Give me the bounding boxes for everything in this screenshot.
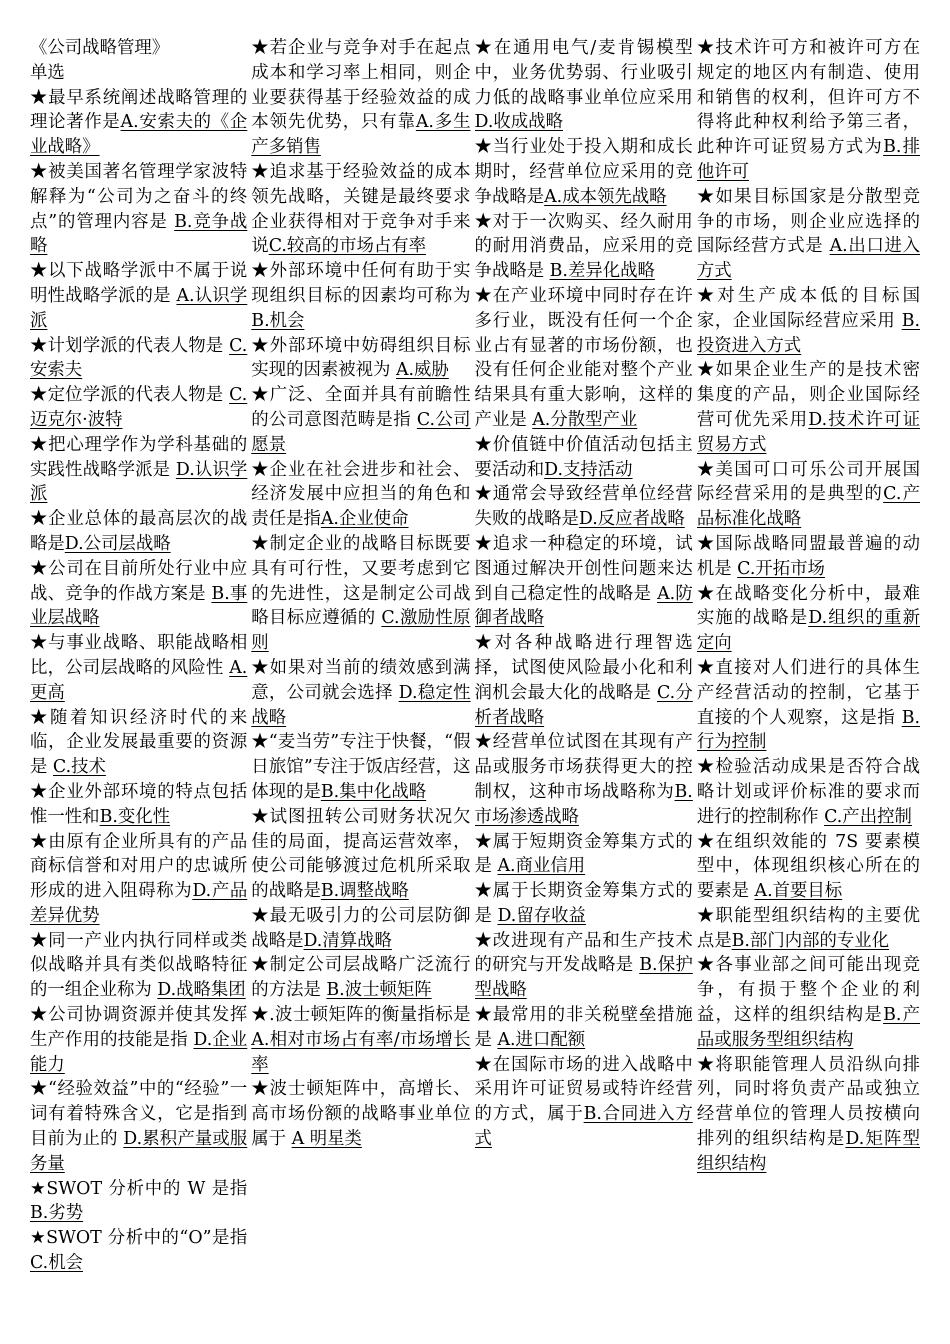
question-item <box>251 36 470 160</box>
question-item <box>30 334 247 384</box>
question-text: ★追求一种稳定的环境，试图通过解决开创性问题来达到自己稳定性的战略是 <box>474 533 693 604</box>
question-item <box>251 1077 470 1151</box>
question-item <box>30 383 247 433</box>
question-text: ★公司协调资源并使其发挥生产作用的技能是指 <box>30 1005 248 1050</box>
question-text: ★企业外部环境的特点包括惟一性和 <box>30 781 248 827</box>
question-text: ★制定企业的战略目标既要具有可行性，又要考虑到它的先进性，这是制定公司战略目标应遵循的 <box>251 533 471 629</box>
answer-text: C.机会 <box>30 1253 83 1274</box>
answer-text: B.行为控制 <box>696 707 920 753</box>
question-text: ★将职能管理人员沿纵向排列，同时将负责产品或独立经营单位的管理人员按横向排列的组织结构是 <box>696 1054 920 1150</box>
question-item <box>475 879 693 929</box>
answer-text: B.差异化战略 <box>549 261 655 282</box>
answer-text: D.清算战略 <box>303 930 392 951</box>
question-item <box>697 582 920 656</box>
question-text: ★定位学派的代表人物是 <box>30 385 230 406</box>
question-item <box>475 433 693 483</box>
question-text: ★通常会导致经营单位经营失败的战略是 <box>474 484 693 530</box>
answer-text: B.事业层战略 <box>30 583 248 629</box>
question-text: ★试图扭转公司财务状况欠佳的局面，提高运营效率，使公司能够渡过危机所采取的战略是 <box>251 806 471 902</box>
question-text: ★计划学派的代表人物是 <box>30 335 230 356</box>
question-text: ★如果目标国家是分散型竞争的市场，则企业应选择的国际经营方式是 <box>696 186 920 257</box>
answer-text: C.产出控制 <box>824 806 912 827</box>
question-text: ★随着知识经济时代的来临，企业发展最重要的资源是 <box>30 707 248 778</box>
question-text: ★属于长期资金筹集方式的是 <box>474 881 693 926</box>
question-item <box>475 830 693 880</box>
answer-text: A.多生产多销售 <box>251 112 471 158</box>
answer-text: A.进口配额 <box>497 1029 586 1050</box>
question-item <box>697 36 920 185</box>
answer-text: D.反应者战略 <box>578 509 685 530</box>
question-text: ★对生产成本低的目标国家，企业国际经营应采用 <box>696 285 920 331</box>
answer-text: B.保护型战略 <box>474 955 693 1001</box>
answer-text: D.稳定性战略 <box>251 682 471 728</box>
answer-text: B.竞争战略 <box>30 211 248 257</box>
question-text: ★检验活动成果是否符合战略计划或评价标准的要求而进行的控制称作 <box>696 757 920 827</box>
answer-text: A.企业使命 <box>320 509 409 530</box>
question-item <box>475 1053 693 1152</box>
answer-text: A.更高 <box>30 657 248 703</box>
question-item <box>475 532 693 631</box>
answer-text: C.分析者战略 <box>474 682 693 728</box>
answer-text: A.分散型产业 <box>532 409 638 430</box>
answer-text: D.组织的重新定向 <box>696 608 920 654</box>
question-item <box>30 507 247 557</box>
question-item <box>697 953 920 1052</box>
question-text: ★若企业与竞争对手在起点成本和学习率上相同，则企业要获得基于经验效益的成本领先优势，只有靠 <box>251 38 471 133</box>
question-item <box>251 334 470 384</box>
answer-text: A.首要目标 <box>754 881 843 902</box>
question-text: ★对各种战略进行理智选择，试图使风险最小化和利润机会最大化的战略是 <box>474 633 693 703</box>
question-item <box>251 953 470 1003</box>
answer-text: C.开拓市场 <box>737 558 825 579</box>
answer-text: A.成本领先战略 <box>544 186 667 207</box>
answer-text: B.合同进入方式 <box>474 1104 693 1150</box>
question-item <box>30 830 247 929</box>
question-text: ★属于短期资金筹集方式的是 <box>474 831 693 877</box>
question-item <box>251 904 470 954</box>
question-item <box>475 210 693 284</box>
answer-text: B.排他许可 <box>696 137 920 182</box>
question-text: ★公司在目前所处行业中应战、竞争的作战方案是 <box>30 558 248 604</box>
question-item <box>697 830 920 904</box>
column-1 <box>30 36 251 1344</box>
question-item <box>30 1177 247 1227</box>
answer-text: B.产品或服务型组织结构 <box>696 1005 920 1050</box>
question-text: ★与事业战略、职能战略相比，公司层战略的风险性 <box>30 633 248 678</box>
question-item <box>697 185 920 284</box>
answer-text: A.出口进入方式 <box>696 236 920 282</box>
question-item <box>30 86 247 160</box>
question-text: ★“经验效益”中的“经验”一词有着特殊含义，它是指到目前为止的 <box>30 1079 248 1150</box>
answer-text: B.集中化战略 <box>320 781 427 802</box>
column-4 <box>697 36 920 1344</box>
question-item <box>30 160 247 259</box>
question-item <box>697 656 920 755</box>
question-item <box>697 1053 920 1177</box>
answer-text: D.公司层战略 <box>64 533 171 554</box>
answer-text: D.支持活动 <box>544 459 633 480</box>
question-text: ★“麦当劳”专注于快餐，“假日旅馆”专注于饭店经营，这体现的是 <box>251 732 471 802</box>
question-item <box>475 730 693 829</box>
question-text: ★在国际市场的进入战略中采用许可证贸易或特许经营的方式，属于 <box>474 1054 693 1125</box>
answer-text: D.产品差异优势 <box>30 881 248 926</box>
question-item <box>30 780 247 830</box>
question-text: ★美国可口可乐公司开展国际经营采用的是典型的 <box>696 459 920 505</box>
question-item <box>475 284 693 433</box>
question-item <box>251 1003 470 1077</box>
answer-text: C.激励性原则 <box>251 608 471 654</box>
question-text: ★把心理学作为学科基础的实践性战略学派是 <box>30 434 248 480</box>
question-item <box>475 36 693 135</box>
answer-text: B.劣势 <box>30 1203 84 1224</box>
document-title: 《公司战略管理》 <box>30 38 170 58</box>
question-text: ★在组织效能的 7S 要素模型中，体现组织核心所在的要素是 <box>696 831 920 902</box>
question-text: ★由原有企业所具有的产品商标信誉和对用户的忠诚所形成的进入阻碍称为 <box>30 831 248 902</box>
answer-text: C.安索夫 <box>30 335 248 381</box>
question-text: ★如果对当前的绩效感到满意，公司就会选择 <box>251 657 471 703</box>
question-item <box>30 929 247 1003</box>
question-list <box>697 36 920 1177</box>
answer-text: D.累积产量或服务量 <box>30 1129 248 1174</box>
answer-text: C.迈克尔·波特 <box>30 385 248 430</box>
answer-text: B.市场渗透战略 <box>474 781 693 827</box>
question-text: ★外部环境中任何有助于实现组织目标的因素均可称为 <box>251 261 471 306</box>
question-item <box>475 135 693 209</box>
question-text: ★外部环境中妨碍组织目标实现的因素被视为 <box>251 335 471 381</box>
question-text: ★制定公司层战略广泛流行的方法是 <box>251 955 471 1001</box>
question-text: ★技术许可方和被许可方在规定的地区内有制造、使用和销售的权利，但许可方不得将此种权利给予第三者，此种许可证贸易方式为 <box>696 38 920 158</box>
question-text: ★被美国著名管理学家波特解释为“公司为之奋斗的终点”的管理内容是 <box>30 161 248 232</box>
question-item <box>30 557 247 631</box>
question-text: ★国际战略同盟最普遍的动机是 <box>696 533 920 579</box>
question-text: ★直接对人们进行的具体生产经营活动的控制，它基于直接的个人观察，这是指 <box>696 657 920 728</box>
question-item <box>251 160 470 259</box>
question-text: ★职能型组织结构的主要优点是 <box>696 905 920 951</box>
answer-text: D.收成战略 <box>474 112 563 133</box>
column-2 <box>251 36 474 1344</box>
question-item <box>475 929 693 1003</box>
question-item <box>251 532 470 656</box>
question-text: ★经营单位试图在其现有产品或服务市场获得更大的控制权，这种市场战略称为 <box>474 732 693 802</box>
question-text: ★改进现有产品和生产技术的研究与开发战略是 <box>474 930 693 976</box>
answer-text: C.公司愿景 <box>251 409 471 455</box>
question-text: ★如果企业生产的是技术密集度的产品，则企业国际经营可优先采用 <box>696 360 920 430</box>
answer-text: A.安索夫的《企业战略》 <box>30 112 248 158</box>
question-list <box>251 36 470 1152</box>
section-label: 单选 <box>30 62 65 83</box>
question-text: ★SWOT 分析中的 W 是指 <box>30 1178 248 1199</box>
answer-text: D.技术许可证贸易方式 <box>696 409 920 455</box>
answer-text: B.机会 <box>251 310 305 331</box>
question-item <box>30 259 247 333</box>
answer-text: D.留存收益 <box>497 905 586 926</box>
question-item <box>697 532 920 582</box>
answer-text: D.认识学派 <box>30 459 248 505</box>
question-text: ★最无吸引力的公司层防御战略是 <box>251 905 471 951</box>
question-text: ★同一产业内执行同样或类似战略并具有类似战略特征的一组企业称为 <box>30 930 248 1001</box>
question-item <box>30 1077 247 1176</box>
question-item <box>30 706 247 780</box>
question-item <box>30 631 247 705</box>
answer-text: D.战略集团 <box>157 980 246 1001</box>
question-text: ★广泛、全面并具有前瞻性的公司意图范畴是指 <box>251 385 471 430</box>
question-list <box>30 86 247 1276</box>
question-text: ★企业在社会进步和社会、经济发展中应担当的角色和责任是指 <box>251 459 471 530</box>
answer-text: D.矩阵型组织结构 <box>696 1129 920 1174</box>
question-text: ★最早系统阐述战略管理的理论著作是 <box>30 87 248 133</box>
question-item <box>30 1003 247 1077</box>
question-text: ★当行业处于投入期和成长期时，经营单位应采用的竞争战略是 <box>474 137 693 207</box>
answer-text: A.商业信用 <box>497 856 586 877</box>
answer-text: B.调整战略 <box>320 881 409 902</box>
question-item <box>251 730 470 804</box>
question-text: ★各事业部之间可能出现竞争，有损于整个企业的利益，这样的组织结构是 <box>696 955 920 1026</box>
answer-text: A.防御者战略 <box>474 583 693 629</box>
answer-text: A.威胁 <box>395 360 449 381</box>
answer-text: A 明星类 <box>291 1129 362 1150</box>
question-item <box>251 458 470 532</box>
question-item <box>251 259 470 333</box>
answer-text: B.变化性 <box>99 806 171 827</box>
question-item <box>251 656 470 730</box>
question-list <box>475 36 693 1152</box>
question-text: ★在通用电气/麦肯锡模型中，业务优势弱、行业吸引力低的战略事业单位应采用 <box>474 38 693 108</box>
question-text: ★以下战略学派中不属于说明性战略学派的是 <box>30 261 248 306</box>
answer-text: C.技术 <box>52 757 106 778</box>
question-item <box>697 284 920 358</box>
answer-text: B.投资进入方式 <box>696 310 920 356</box>
question-item <box>697 904 920 954</box>
question-text: ★对于一次购买、经久耐用的耐用消费品，应采用的竞争战略是 <box>474 211 693 282</box>
column-3 <box>475 36 697 1344</box>
question-text: ★价值链中价值活动包括主要活动和 <box>474 434 693 480</box>
question-item <box>30 1226 247 1276</box>
answer-text: C.产品标准化战略 <box>696 484 920 530</box>
answer-text: D.企业能力 <box>30 1029 248 1075</box>
question-item <box>475 482 693 532</box>
question-text: ★追求基于经验效益的成本领先战略，关键是最终要求企业获得相对于竞争对手来说 <box>251 161 471 257</box>
question-item <box>251 805 470 904</box>
answer-text: A.认识学派 <box>30 285 248 331</box>
question-text: ★.波士顿矩阵的衡量指标是 <box>251 1005 471 1026</box>
question-text: ★SWOT 分析中的“O”是指 <box>30 1228 248 1249</box>
question-text: ★波士顿矩阵中，高增长、高市场份额的战略事业单位属于 <box>251 1079 471 1150</box>
question-item <box>697 358 920 457</box>
question-text: ★在战略变化分析中，最难实施的战略是 <box>696 583 920 629</box>
question-text: ★最常用的非关税壁垒措施是 <box>474 1005 693 1050</box>
answer-text: B.波士顿矩阵 <box>326 980 432 1001</box>
question-item <box>697 458 920 532</box>
question-item <box>251 383 470 457</box>
answer-text: B.部门内部的专业化 <box>731 930 890 951</box>
question-item <box>475 1003 693 1053</box>
question-item <box>697 755 920 829</box>
answer-text: A.相对市场占有率/市场增长率 <box>251 1029 471 1075</box>
question-item <box>475 631 693 730</box>
answer-text: C.较高的市场占有率 <box>268 236 427 257</box>
question-item <box>30 433 247 507</box>
question-text: ★在产业环境中同时存在许多行业，既没有任何一个企业占有显著的市场份额，也没有任何企业能对整个产业结果具有重大影响，这样的产业是 <box>474 285 693 430</box>
question-text: ★企业总体的最高层次的战略是 <box>30 509 248 554</box>
